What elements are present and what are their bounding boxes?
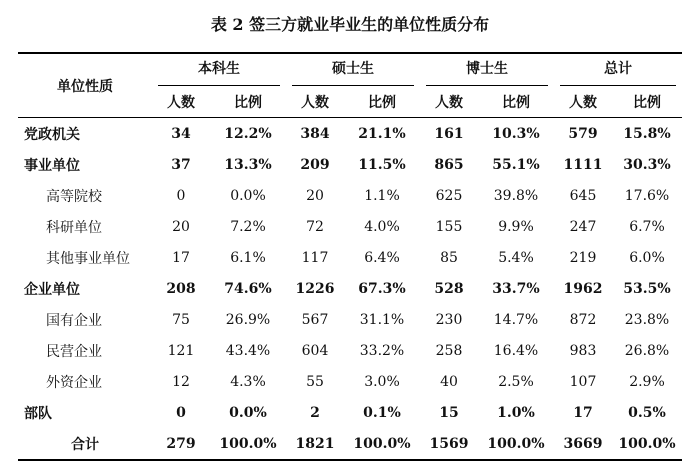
cell-value: 55.1%: [492, 156, 540, 173]
cell-value: 34: [152, 118, 210, 150]
row-label: 部队: [24, 405, 52, 422]
cell-value: 26.9%: [225, 311, 271, 328]
cell-value: 10.3%: [478, 118, 554, 150]
cell-value: 117: [301, 249, 329, 266]
cell-value: 55: [306, 373, 324, 390]
row-label: 民营企业: [46, 343, 102, 360]
cell-value: 67.3%: [358, 280, 406, 297]
header-unit-nature: 单位性质: [18, 53, 152, 118]
cell-value: 100.0%: [344, 428, 420, 460]
row-label: 高等院校: [46, 188, 102, 205]
cell-value: 75: [172, 311, 190, 328]
cell-value: 23.8%: [624, 311, 670, 328]
cell-value: 15.8%: [612, 118, 682, 150]
row-label: 事业单位: [24, 157, 80, 174]
row-label: 企业单位: [24, 281, 80, 298]
header-group-doctor: 博士生: [426, 54, 548, 86]
cell-value: 6.7%: [629, 218, 665, 235]
cell-value: 6.0%: [629, 249, 665, 266]
cell-value: 85: [440, 249, 458, 266]
cell-value: 17: [573, 404, 593, 421]
cell-value: 983: [569, 342, 597, 359]
cell-value: 2: [310, 404, 320, 421]
cell-value: 37: [171, 156, 191, 173]
cell-value: 100.0%: [210, 428, 286, 460]
cell-value: 247: [569, 218, 597, 235]
table-row-total: [18, 428, 682, 460]
header-ratio: 比例: [633, 94, 661, 111]
header-ratio: 比例: [502, 94, 530, 111]
table-row: [18, 273, 682, 304]
cell-value: 579: [554, 118, 612, 150]
cell-value: 645: [569, 187, 597, 204]
cell-value: 100.0%: [612, 428, 682, 460]
cell-value: 865: [434, 156, 464, 173]
cell-value: 872: [569, 311, 597, 328]
cell-value: 2.9%: [629, 373, 665, 390]
cell-value: 6.1%: [230, 249, 266, 266]
cell-value: 625: [435, 187, 463, 204]
cell-value: 40: [440, 373, 458, 390]
header-count: 人数: [167, 94, 195, 111]
row-label: 国有企业: [46, 312, 102, 329]
cell-value: 6.4%: [364, 249, 400, 266]
cell-value: 121: [167, 342, 195, 359]
row-label: 党政机关: [18, 118, 152, 150]
cell-value: 209: [300, 156, 330, 173]
table-row: [18, 304, 682, 335]
cell-value: 1111: [563, 156, 603, 173]
cell-value: 528: [434, 280, 464, 297]
header-count: 人数: [435, 94, 463, 111]
cell-value: 72: [306, 218, 324, 235]
cell-value: 0.1%: [363, 404, 401, 421]
cell-value: 107: [569, 373, 597, 390]
employment-table: [18, 52, 682, 461]
cell-value: 7.2%: [230, 218, 266, 235]
header-count: 人数: [301, 94, 329, 111]
cell-value: 161: [420, 118, 478, 150]
header-group-total: 总计: [560, 54, 676, 86]
cell-value: 230: [435, 311, 463, 328]
header-count: 人数: [569, 94, 597, 111]
row-label: 科研单位: [46, 219, 102, 236]
cell-value: 4.0%: [364, 218, 400, 235]
table-row: [18, 335, 682, 366]
header-ratio: 比例: [368, 94, 396, 111]
cell-value: 53.5%: [623, 280, 671, 297]
table-row: [18, 180, 682, 211]
cell-value: 2.5%: [498, 373, 534, 390]
cell-value: 13.3%: [224, 156, 272, 173]
cell-value: 31.1%: [359, 311, 405, 328]
cell-value: 20: [306, 187, 324, 204]
cell-value: 21.1%: [344, 118, 420, 150]
cell-value: 219: [569, 249, 597, 266]
cell-value: 1.0%: [497, 404, 535, 421]
cell-value: 14.7%: [493, 311, 539, 328]
cell-value: 279: [152, 428, 210, 460]
cell-value: 16.4%: [493, 342, 539, 359]
table-row: [18, 242, 682, 273]
cell-value: 0: [176, 404, 186, 421]
table-row: [18, 211, 682, 242]
cell-value: 12: [172, 373, 190, 390]
cell-value: 1962: [563, 280, 603, 297]
row-label: 外资企业: [46, 374, 102, 391]
cell-value: 1569: [420, 428, 478, 460]
header-group-master: 硕士生: [292, 54, 414, 86]
cell-value: 1821: [286, 428, 344, 460]
table-row: [18, 149, 682, 180]
cell-value: 1226: [295, 280, 335, 297]
cell-value: 0.5%: [628, 404, 666, 421]
cell-value: 3.0%: [364, 373, 400, 390]
table-title: 表 2 签三方就业毕业生的单位性质分布: [210, 15, 490, 34]
cell-value: 20: [172, 218, 190, 235]
table-row: [18, 118, 682, 150]
table-row: [18, 397, 682, 428]
cell-value: 9.9%: [498, 218, 534, 235]
cell-value: 17: [172, 249, 190, 266]
cell-value: 12.2%: [210, 118, 286, 150]
cell-value: 11.5%: [358, 156, 406, 173]
cell-value: 384: [286, 118, 344, 150]
cell-value: 5.4%: [498, 249, 534, 266]
cell-value: 33.7%: [492, 280, 540, 297]
cell-value: 33.2%: [359, 342, 405, 359]
cell-value: 0.0%: [229, 404, 267, 421]
cell-value: 4.3%: [230, 373, 266, 390]
cell-value: 567: [301, 311, 329, 328]
cell-value: 43.4%: [225, 342, 271, 359]
cell-value: 604: [301, 342, 329, 359]
row-label: 其他事业单位: [46, 250, 130, 267]
cell-value: 100.0%: [478, 428, 554, 460]
cell-value: 208: [166, 280, 196, 297]
cell-value: 17.6%: [624, 187, 670, 204]
table-row: [18, 366, 682, 397]
cell-value: 155: [435, 218, 463, 235]
header-ratio: 比例: [234, 94, 262, 111]
cell-value: 0.0%: [230, 187, 266, 204]
cell-value: 1.1%: [364, 187, 400, 204]
row-label: 合计: [18, 428, 152, 460]
cell-value: 258: [435, 342, 463, 359]
cell-value: 3669: [554, 428, 612, 460]
cell-value: 39.8%: [493, 187, 539, 204]
cell-value: 74.6%: [224, 280, 272, 297]
cell-value: 15: [439, 404, 459, 421]
cell-value: 26.8%: [624, 342, 670, 359]
cell-value: 0: [176, 187, 186, 204]
cell-value: 30.3%: [623, 156, 671, 173]
header-group-undergrad: 本科生: [158, 54, 280, 86]
